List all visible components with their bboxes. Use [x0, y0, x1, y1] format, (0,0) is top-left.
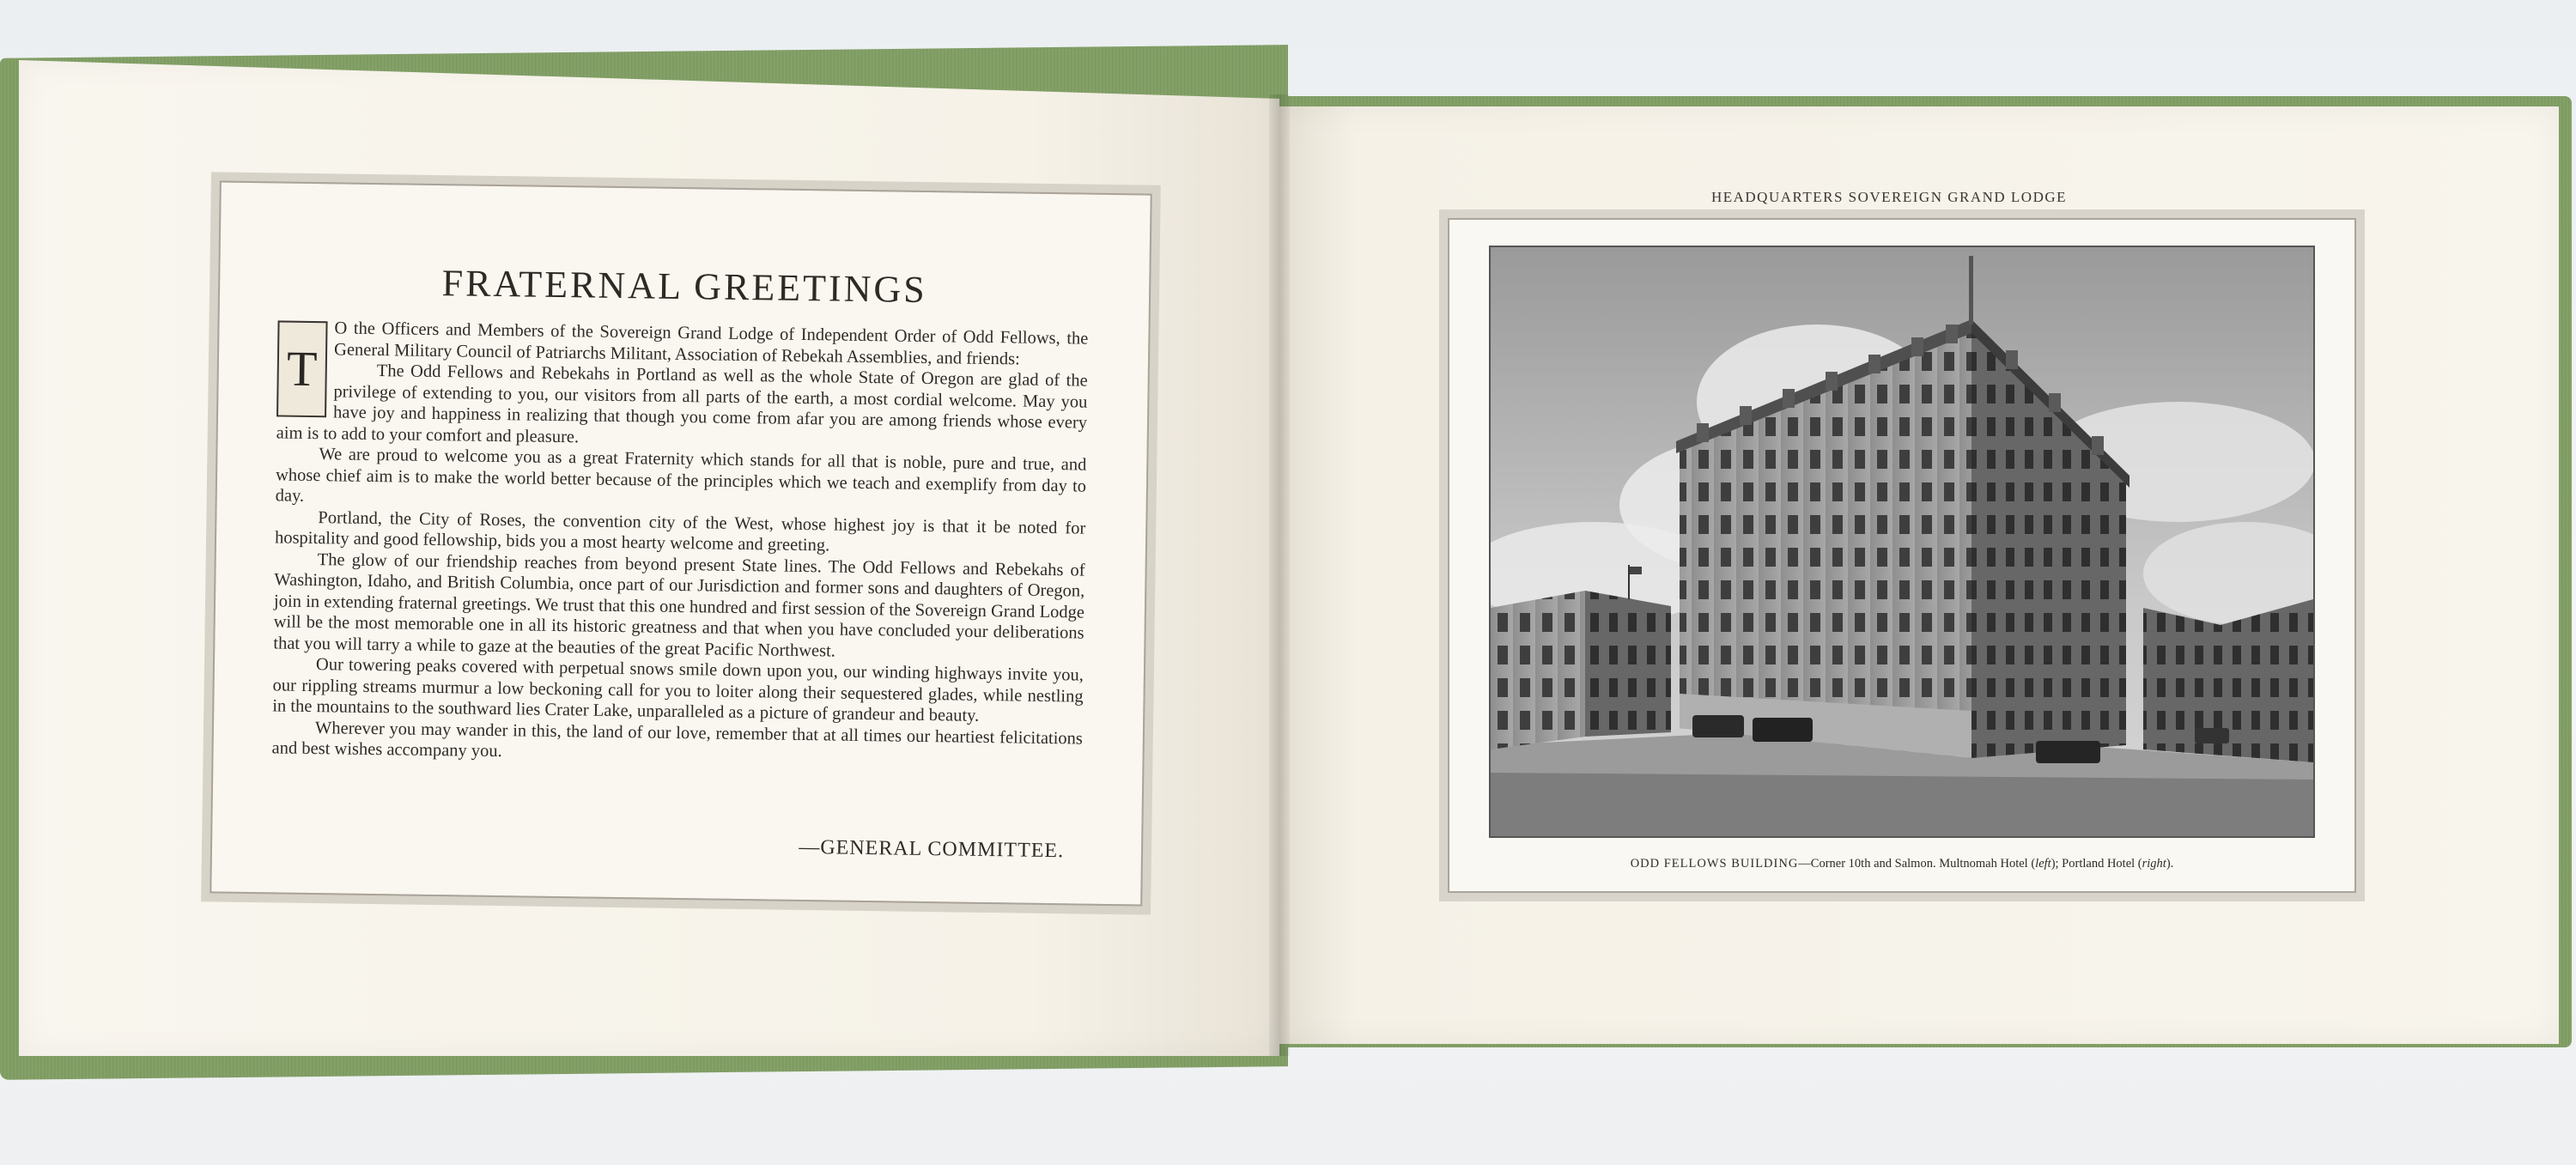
ornamental-drop-cap: T: [276, 320, 328, 417]
greeting-paragraph: The Odd Fellows and Rebekahs in Portland as well as the whole State of Oregon are glad of the privilege of extending to you, our visitors from all parts of the earth, a most cordial welcome. May you have joy and happiness in realizing that though you come from afar you are among friends whose every aim is to add to your comfort and pleasure.: [276, 361, 1088, 446]
greeting-paragraph: Wherever you may wander in this, the land of our love, remember that at all times our heartiest felicitations and best wishes accompany you.: [271, 718, 1084, 761]
greeting-paragraph: The glow of our friendship reaches from beyond present State lines. The Odd Fellows and Rebekahs of Washington, Idaho, and British Columbia, once part of our Jurisdiction and former sons and daughters of Oregon, join in extending fraternal greetings. We trust that this one hundred and first session of the Sovereign Grand Lodge will be the most memorable one in all its historic greatness and that when you have concluded your deliberations that you will tarry a while to gaze at the beauties of the great Pacific Northwest.: [273, 549, 1085, 661]
greetings-frame: [201, 172, 1161, 914]
greeting-paragraph: Portland, the City of Roses, the convention city of the West, whose highest joy is that it be noted for hospitality and good fellowship, bids you a most hearty welcome and greeting.: [274, 507, 1086, 555]
photo-caption: ODD FELLOWS BUILDING—Corner 10th and Salmon. Multnomah Hotel (left); Portland Hotel (right).: [1630, 857, 2174, 871]
greeting-paragraph: T O the Officers and Members of the Sovereign Grand Lodge of Independent Order of Odd Fellows, the General Military Council of Patriarchs Militant, Association of Rebekah Assemblies, and friends:: [277, 317, 1089, 370]
greetings-body: [271, 317, 1088, 770]
book-gutter: [1269, 94, 1290, 1056]
greetings-title: FRATERNAL GREETINGS: [441, 262, 928, 311]
greeting-paragraph: Our towering peaks covered with perpetual snows smile down upon you, our winding highways invite you, our rippling streams murmur a low beckoning call for you to loiter along their sequestered glades, while nestling in the mountains to the southward lies Crater Lake, unparalleled as a picture of grandeur and beauty.: [272, 655, 1084, 725]
page-header: HEADQUARTERS SOVEREIGN GRAND LODGE: [1710, 189, 2068, 205]
signature-general-committee: —GENERAL COMMITTEE.: [799, 835, 1065, 863]
odd-fellows-building-photo: [1489, 246, 2315, 838]
greeting-paragraph: We are proud to welcome you as a great Fraternity which stands for all that is noble, pure and true, and whose chief aim is to make the world better because of the principles which we teach and exemplify from day to day.: [275, 445, 1087, 506]
